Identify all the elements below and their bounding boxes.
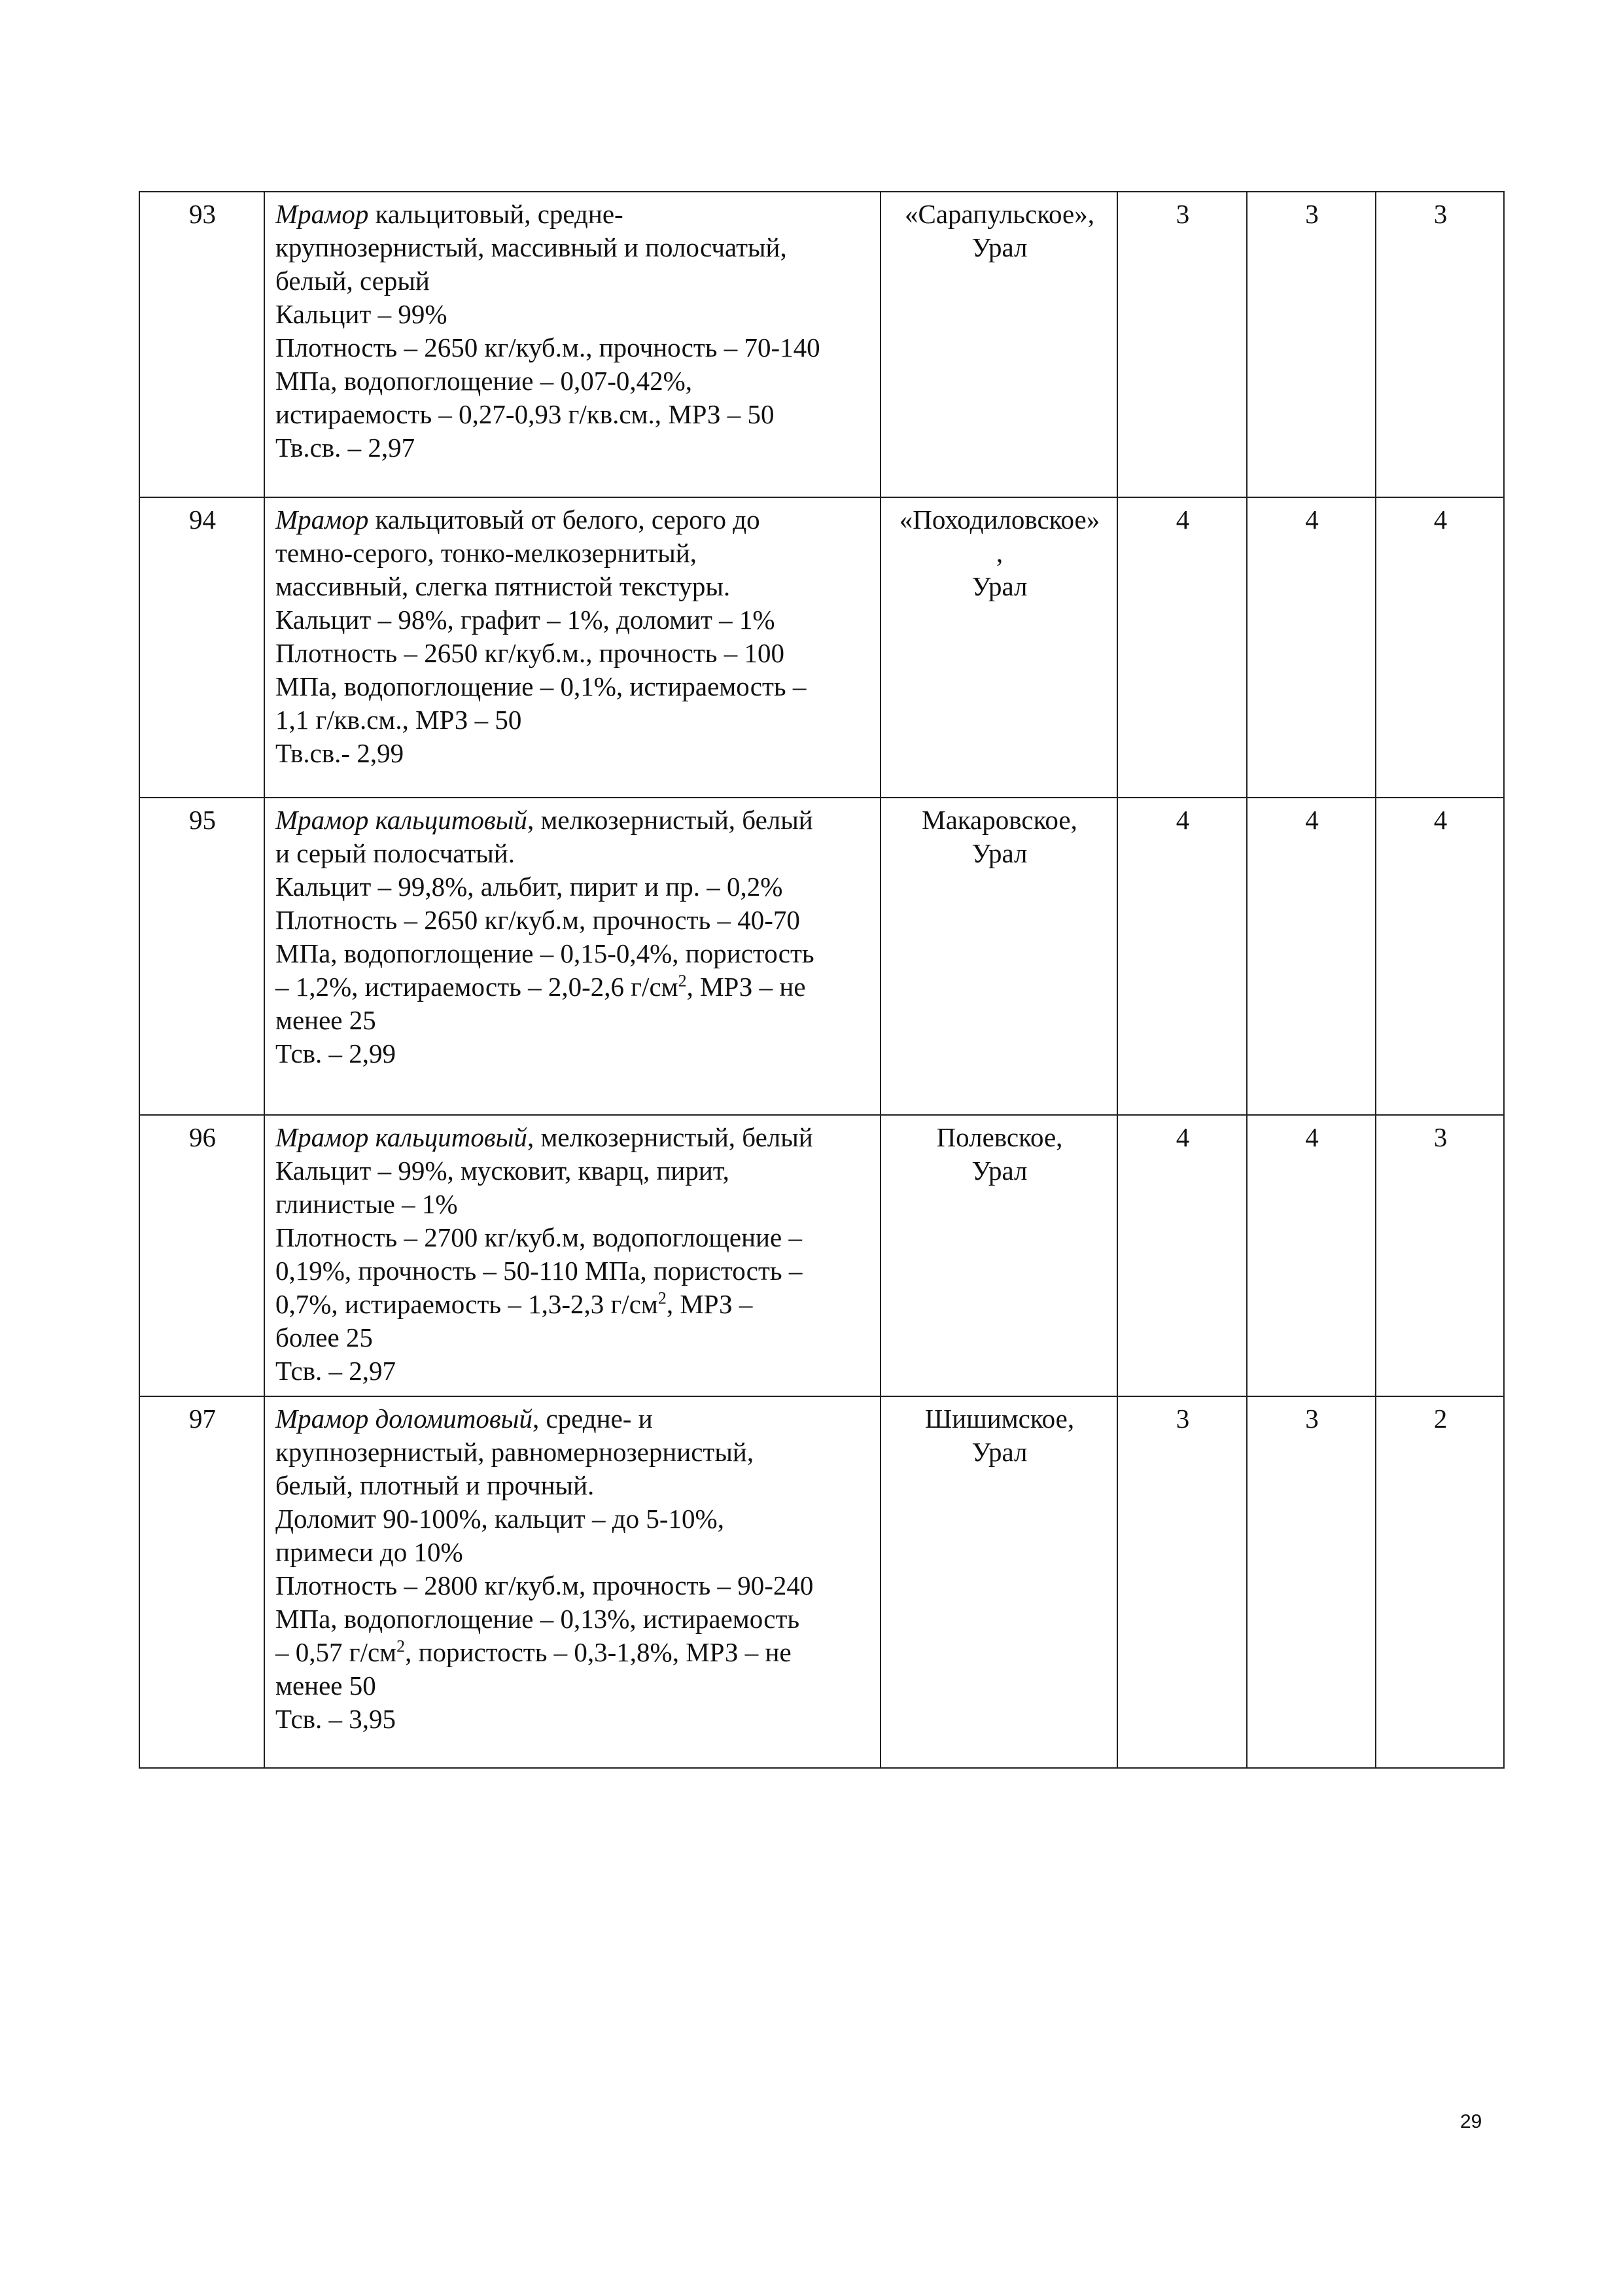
superscript: 2 [657, 1288, 667, 1308]
stone-name: Мрамор кальцитовый [275, 805, 527, 835]
row-number: 96 [139, 1115, 264, 1396]
text-segment: Кальцит – 98%, графит – 1%, доломит – 1% [275, 605, 775, 635]
description-line [275, 1288, 871, 1321]
table-body [139, 192, 1504, 1768]
stone-name: Мрамор доломитовый [275, 1404, 532, 1434]
text-segment: крупнозернистый, массивный и полосчатый, [275, 232, 787, 262]
description-line [275, 1154, 871, 1188]
description-line [275, 1354, 871, 1388]
description-line [275, 1502, 871, 1536]
description-line [275, 198, 871, 231]
text-segment: – 0,57 г/см [275, 1637, 397, 1667]
location-line: Урал [971, 571, 1028, 601]
score-2: 3 [1247, 192, 1376, 497]
deposit-location [881, 798, 1117, 1115]
deposit-location [881, 1396, 1117, 1768]
description-line [275, 364, 871, 398]
description-line [275, 737, 871, 770]
text-segment: МПа, водопоглощение – 0,13%, истираемость [275, 1604, 800, 1634]
stone-name: Мрамор [275, 504, 369, 535]
text-segment: МПа, водопоглощение – 0,07-0,42%, [275, 366, 693, 396]
table-row [139, 798, 1504, 1115]
description-line [275, 970, 871, 1004]
row-number: 97 [139, 1396, 264, 1768]
text-segment: примеси до 10% [275, 1537, 463, 1567]
location-line: Урал [971, 1437, 1028, 1467]
row-number: 95 [139, 798, 264, 1115]
description-line [275, 1602, 871, 1636]
description-line [275, 1004, 871, 1037]
text-segment: более 25 [275, 1322, 373, 1352]
stone-description [264, 497, 881, 798]
location-line: Урал [971, 232, 1028, 262]
table-row [139, 192, 1504, 497]
text-segment: Тсв. – 2,97 [275, 1356, 396, 1386]
description-line [275, 837, 871, 870]
description-line [275, 703, 871, 737]
score-1: 4 [1117, 798, 1247, 1115]
score-1: 3 [1117, 192, 1247, 497]
text-segment: и серый полосчатый. [275, 838, 515, 868]
score-3: 3 [1376, 1115, 1504, 1396]
description-line [275, 1436, 871, 1469]
description-line [275, 1669, 871, 1703]
stone-description [264, 1115, 881, 1396]
text-segment: Доломит 90-100%, кальцит – до 5-10%, [275, 1504, 724, 1534]
description-line [275, 1221, 871, 1254]
text-segment: Плотность – 2650 кг/куб.м., прочность – 100 [275, 638, 784, 668]
text-segment: Тсв. – 3,95 [275, 1704, 396, 1734]
text-segment: менее 25 [275, 1005, 376, 1035]
description-line [275, 398, 871, 431]
text-segment: 0,7%, истираемость – 1,3-2,3 г/см [275, 1289, 658, 1319]
description-line [275, 570, 871, 603]
description-line [275, 1254, 871, 1288]
description-line [275, 1569, 871, 1602]
description-line [275, 331, 871, 364]
row-number: 93 [139, 192, 264, 497]
text-segment: Кальцит – 99% [275, 299, 447, 329]
text-segment: массивный, слегка пятнистой текстуры. [275, 571, 731, 601]
text-segment: , МРЗ – не [686, 972, 806, 1002]
score-3: 3 [1376, 192, 1504, 497]
location-line: Шишимское, [924, 1404, 1075, 1434]
description-line [275, 804, 871, 837]
description-line [275, 1121, 871, 1154]
text-segment: МПа, водопоглощение – 0,1%, истираемость – [275, 671, 807, 701]
description-line [275, 1188, 871, 1221]
text-segment: , пористость – 0,3-1,8%, МРЗ – не [405, 1637, 792, 1667]
table-row [139, 1115, 1504, 1396]
description-line [275, 537, 871, 570]
deposit-location [881, 497, 1117, 798]
text-segment: темно-серого, тонко-мелкозернитый, [275, 538, 697, 568]
text-segment: – 1,2%, истираемость – 2,0-2,6 г/см [275, 972, 678, 1002]
text-segment: Кальцит – 99%, мусковит, кварц, пирит, [275, 1156, 729, 1186]
stone-name: Мрамор кальцитовый [275, 1122, 527, 1152]
superscript: 2 [396, 1636, 406, 1656]
description-line [275, 937, 871, 970]
text-segment: , МРЗ – [666, 1289, 753, 1319]
text-segment: истираемость – 0,27-0,93 г/кв.см., МРЗ – 50 [275, 399, 775, 429]
text-segment: кальцитовый от белого, серого до [368, 504, 760, 535]
description-line [275, 1037, 871, 1070]
description-line [275, 1321, 871, 1354]
score-1: 3 [1117, 1396, 1247, 1768]
description-line [275, 1636, 871, 1669]
location-line: Урал [971, 1156, 1028, 1186]
description-line [275, 904, 871, 937]
text-segment: , мелкозернистый, белый [527, 1122, 813, 1152]
score-2: 4 [1247, 798, 1376, 1115]
stone-description [264, 192, 881, 497]
text-segment: Кальцит – 99,8%, альбит, пирит и пр. – 0,2% [275, 872, 783, 902]
location-line: «Сарапульское», [905, 199, 1094, 229]
score-3: 4 [1376, 798, 1504, 1115]
text-segment: кальцитовый, средне- [368, 199, 623, 229]
description-line [275, 603, 871, 637]
location-line: , [996, 538, 1003, 568]
description-line [275, 1469, 871, 1502]
description-line [275, 670, 871, 703]
score-1: 4 [1117, 497, 1247, 798]
table-row [139, 1396, 1504, 1768]
score-3: 2 [1376, 1396, 1504, 1768]
description-line [275, 637, 871, 670]
page-number: 29 [1460, 2111, 1482, 2132]
text-segment: Плотность – 2650 кг/куб.м, прочность – 40-70 [275, 905, 800, 935]
description-line [275, 870, 871, 904]
text-segment: белый, плотный и прочный. [275, 1470, 595, 1500]
description-line [275, 1536, 871, 1569]
description-line [275, 503, 871, 537]
text-segment: Плотность – 2650 кг/куб.м., прочность – 70-140 [275, 332, 820, 362]
score-2: 4 [1247, 497, 1376, 798]
superscript: 2 [678, 971, 687, 991]
text-segment: Тв.св.- 2,99 [275, 738, 404, 768]
row-number: 94 [139, 497, 264, 798]
deposit-location [881, 192, 1117, 497]
location-line: «Походиловское» [899, 504, 1100, 535]
text-segment: , средне- и [532, 1404, 653, 1434]
text-segment: 1,1 г/кв.см., МРЗ – 50 [275, 705, 522, 735]
text-segment: Тсв. – 2,99 [275, 1038, 396, 1069]
description-line [275, 264, 871, 298]
text-segment: глинистые – 1% [275, 1189, 458, 1219]
score-3: 4 [1376, 497, 1504, 798]
text-segment: 0,19%, прочность – 50-110 МПа, пористость – [275, 1256, 803, 1286]
location-line: Урал [971, 838, 1028, 868]
text-segment: Тв.св. – 2,97 [275, 433, 415, 463]
description-line [275, 298, 871, 331]
table-row [139, 497, 1504, 798]
text-segment: , мелкозернистый, белый [527, 805, 813, 835]
text-segment: Плотность – 2800 кг/куб.м, прочность – 90-240 [275, 1570, 814, 1600]
text-segment: менее 50 [275, 1670, 376, 1701]
location-line: Макаровское, [922, 805, 1077, 835]
description-line [275, 1402, 871, 1436]
deposit-location [881, 1115, 1117, 1396]
score-2: 4 [1247, 1115, 1376, 1396]
description-line [275, 431, 871, 465]
description-line [275, 231, 871, 264]
text-segment: Плотность – 2700 кг/куб.м, водопоглощение – [275, 1222, 802, 1252]
text-segment: крупнозернистый, равномернозернистый, [275, 1437, 754, 1467]
description-line [275, 1703, 871, 1736]
score-1: 4 [1117, 1115, 1247, 1396]
stone-description [264, 1396, 881, 1768]
marble-deposits-table [139, 191, 1505, 1769]
text-segment: белый, серый [275, 266, 430, 296]
stone-description [264, 798, 881, 1115]
score-2: 3 [1247, 1396, 1376, 1768]
stone-name: Мрамор [275, 199, 369, 229]
text-segment: МПа, водопоглощение – 0,15-0,4%, пористость [275, 938, 814, 968]
location-line: Полевское, [936, 1122, 1063, 1152]
